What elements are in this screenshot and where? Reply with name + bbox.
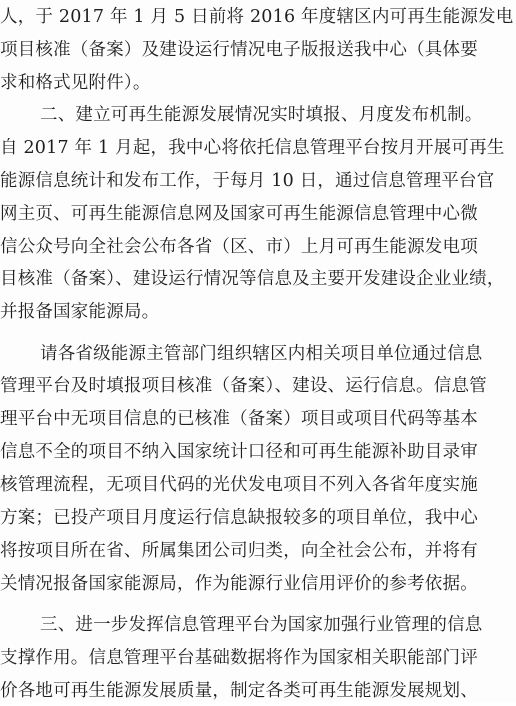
- text-line-21: 价各地可再生能源发展质量，制定各类可再生能源发展规划、: [0, 681, 478, 701]
- text-line-02: 项目核准（备案）及建设运行情况电子版报送我中心（具体要: [0, 40, 478, 60]
- text-line-07: 网主页、可再生能源信息网及国家可再生能源信息管理中心微: [0, 204, 478, 224]
- text-line-08: 信公众号向全社会公布各省（区、市）上月可再生能源发电项: [0, 237, 478, 257]
- text-line-09: 目核准（备案）、建设运行情况等信息及主要开发建设企业业绩，: [0, 269, 505, 289]
- text-line-19: 三、进一步发挥信息管理平台为国家加强行业管理的信息: [40, 615, 483, 635]
- text-line-11: 请各省级能源主管部门组织辖区内相关项目单位通过信息: [40, 344, 483, 364]
- text-line-14: 信息不全的项目不纳入国家统计口径和可再生能源补助目录审: [0, 442, 478, 462]
- text-line-16: 方案；已投产项目月度运行信息缺报较多的项目单位，我中心: [0, 508, 478, 528]
- text-line-15: 核管理流程，无项目代码的光伏发电项目不列入各省年度实施: [0, 475, 478, 495]
- text-line-12: 管理平台及时填报项目核准（备案）、建设、运行信息。信息管: [0, 376, 487, 396]
- text-line-18: 关情况报备国家能源局，作为能源行业信用评价的参考依据。: [0, 574, 478, 594]
- text-line-04: 二、建立可再生能源发展情况实时填报、月度发布机制。: [40, 105, 483, 125]
- text-line-20: 支撑作用。信息管理平台基础数据将作为国家相关职能部门评: [0, 648, 478, 668]
- text-line-06: 能源信息统计和发布工作，于每月 10 日，通过信息管理平台官: [0, 171, 495, 191]
- text-line-13: 理平台中无项目信息的已核准（备案）项目或项目代码等基本: [0, 409, 478, 429]
- text-line-05: 自 2017 年 1 月起，我中心将依托信息管理平台按月开展可再生: [0, 138, 505, 158]
- text-line-01: 人，于 2017 年 1 月 5 日前将 2016 年度辖区内可再生能源发电: [0, 7, 514, 27]
- text-line-17: 将按项目所在省、所属集团公司归类，向全社会公布，并将有: [0, 541, 478, 561]
- text-line-10: 并报备国家能源局。: [0, 302, 160, 322]
- text-line-03: 求和格式见附件）。: [0, 73, 151, 93]
